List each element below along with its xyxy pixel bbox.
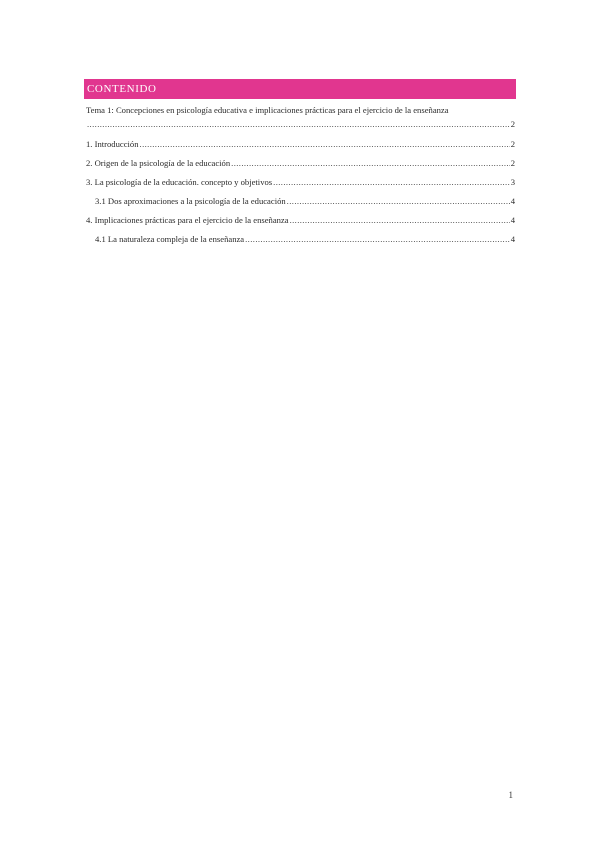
toc-leader-dots — [290, 215, 510, 225]
toc-entry-title: 4. Implicaciones prácticas para el ejercicio de la enseñanza — [86, 215, 289, 225]
toc-leader-dots — [231, 158, 510, 168]
toc-entry-introduccion[interactable] — [86, 139, 515, 158]
toc-entry-title: 4.1 La naturaleza compleja de la enseñanza — [95, 234, 245, 244]
toc-entry-page: 2 — [510, 119, 515, 129]
toc-entry-title: 3.1 Dos aproximaciones a la psicología de la educación — [95, 196, 286, 206]
toc-leader-dots — [273, 177, 510, 187]
table-of-contents — [86, 105, 515, 253]
toc-entry-title: 3. La psicología de la educación. concepto y objetivos — [86, 177, 273, 187]
toc-entry-origen[interactable] — [86, 158, 515, 177]
toc-entry-page: 3 — [510, 177, 515, 187]
toc-entry-naturaleza[interactable] — [86, 234, 515, 253]
toc-entry-page: 4 — [510, 234, 515, 244]
toc-entry-concepto[interactable] — [86, 177, 515, 196]
toc-leader-dots — [287, 196, 510, 206]
toc-entry-page: 4 — [510, 215, 515, 225]
toc-entry-leader-line — [86, 119, 515, 129]
toc-entry-title: 2. Origen de la psicología de la educación — [86, 158, 231, 168]
toc-entry-tema[interactable] — [86, 105, 515, 133]
toc-entry-implicaciones[interactable] — [86, 215, 515, 234]
toc-entry-page: 2 — [510, 139, 515, 149]
toc-heading-text: CONTENIDO — [87, 83, 157, 95]
toc-leader-dots — [140, 139, 510, 149]
toc-leader-dots — [87, 119, 510, 129]
toc-entry-title: 1. Introducción — [86, 139, 139, 149]
page-number: 1 — [508, 790, 513, 800]
toc-entry-title: Tema 1: Concepciones en psicología educativa e implicaciones prácticas para el ejercicio de la enseñanza — [86, 105, 449, 115]
toc-heading — [84, 79, 516, 99]
toc-leader-dots — [245, 234, 510, 244]
toc-entry-page: 2 — [510, 158, 515, 168]
toc-entry-page: 4 — [510, 196, 515, 206]
toc-entry-aproximaciones[interactable] — [86, 196, 515, 215]
